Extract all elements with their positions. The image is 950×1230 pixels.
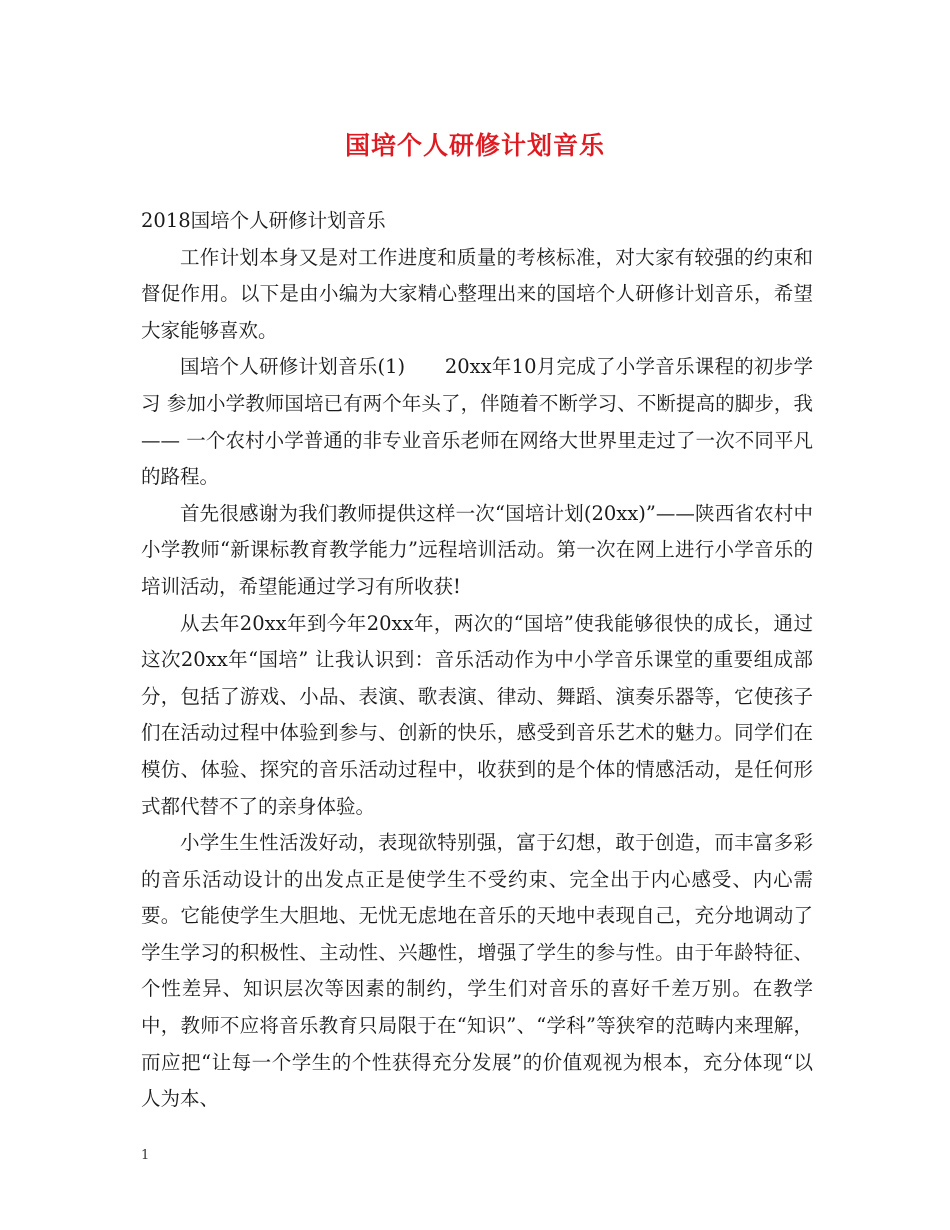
paragraph-4: 从去年20xx年到今年20xx年，两次的“国培”使我能够很快的成长，通过这次20xx年“国培” 让我认识到：音乐活动作为中小学音乐课堂的重要组成部分，包括了游戏、小品、表演、歌表演、律动、舞蹈、演奏乐器等，它使孩子们在活动过程中体验到参与、创新的快乐，感受到音乐艺术的魅力。同学们在模仿、体验、探究的音乐活动过程中，收获到的是个体的情感活动，是任何形式都代替不了的亲身体验。 [141,611,813,818]
paragraph-5: 小学生生性活泼好动，表现欲特别强，富于幻想，敢于创造，而丰富多彩的音乐活动设计的出发点正是使学生不受约束、完全出于内心感受、内心需要。它能使学生大胆地、无忧无虑地在音乐的天地中表现自己，充分地调动了学生学习的积极性、主动性、兴趣性，增强了学生的参与性。由于年龄特征、个性差异、知识层次等因素的制约，学生们对音乐的喜好千差万别。在教学中，教师不应将音乐教育只局限于在“知识”、“学科”等狭窄的范畴内来理解，而应把“让每一个学生的个性获得充分发展”的价值观视为根本，充分体现“以人为本、 [141,831,813,1111]
paragraph-3: 首先很感谢为我们教师提供这样一次“国培计划(20xx)”——陕西省农村中小学教师“新课标教育教学能力”远程培训活动。第一次在网上进行小学音乐的培训活动，希望能通过学习有所收获! [141,501,813,598]
paragraph-2: 国培个人研修计划音乐(1) 20xx年10月完成了小学音乐课程的初步学习 参加小学教师国培已有两个年头了，伴随着不断学习、不断提高的脚步，我—— 一个农村小学普通的非专业音乐老师在网络大世界里走过了一次不同平凡的路程。 [141,355,813,489]
document-subtitle: 2018国培个人研修计划音乐 [141,209,386,232]
page-number: 1 [141,1148,150,1163]
document-title: 国培个人研修计划音乐 [344,131,605,160]
paragraph-1: 工作计划本身又是对工作进度和质量的考核标准，对大家有较强的约束和督促作用。以下是由小编为大家精心整理出来的国培个人研修计划音乐，希望大家能够喜欢。 [141,245,813,342]
document-body [141,203,813,1118]
